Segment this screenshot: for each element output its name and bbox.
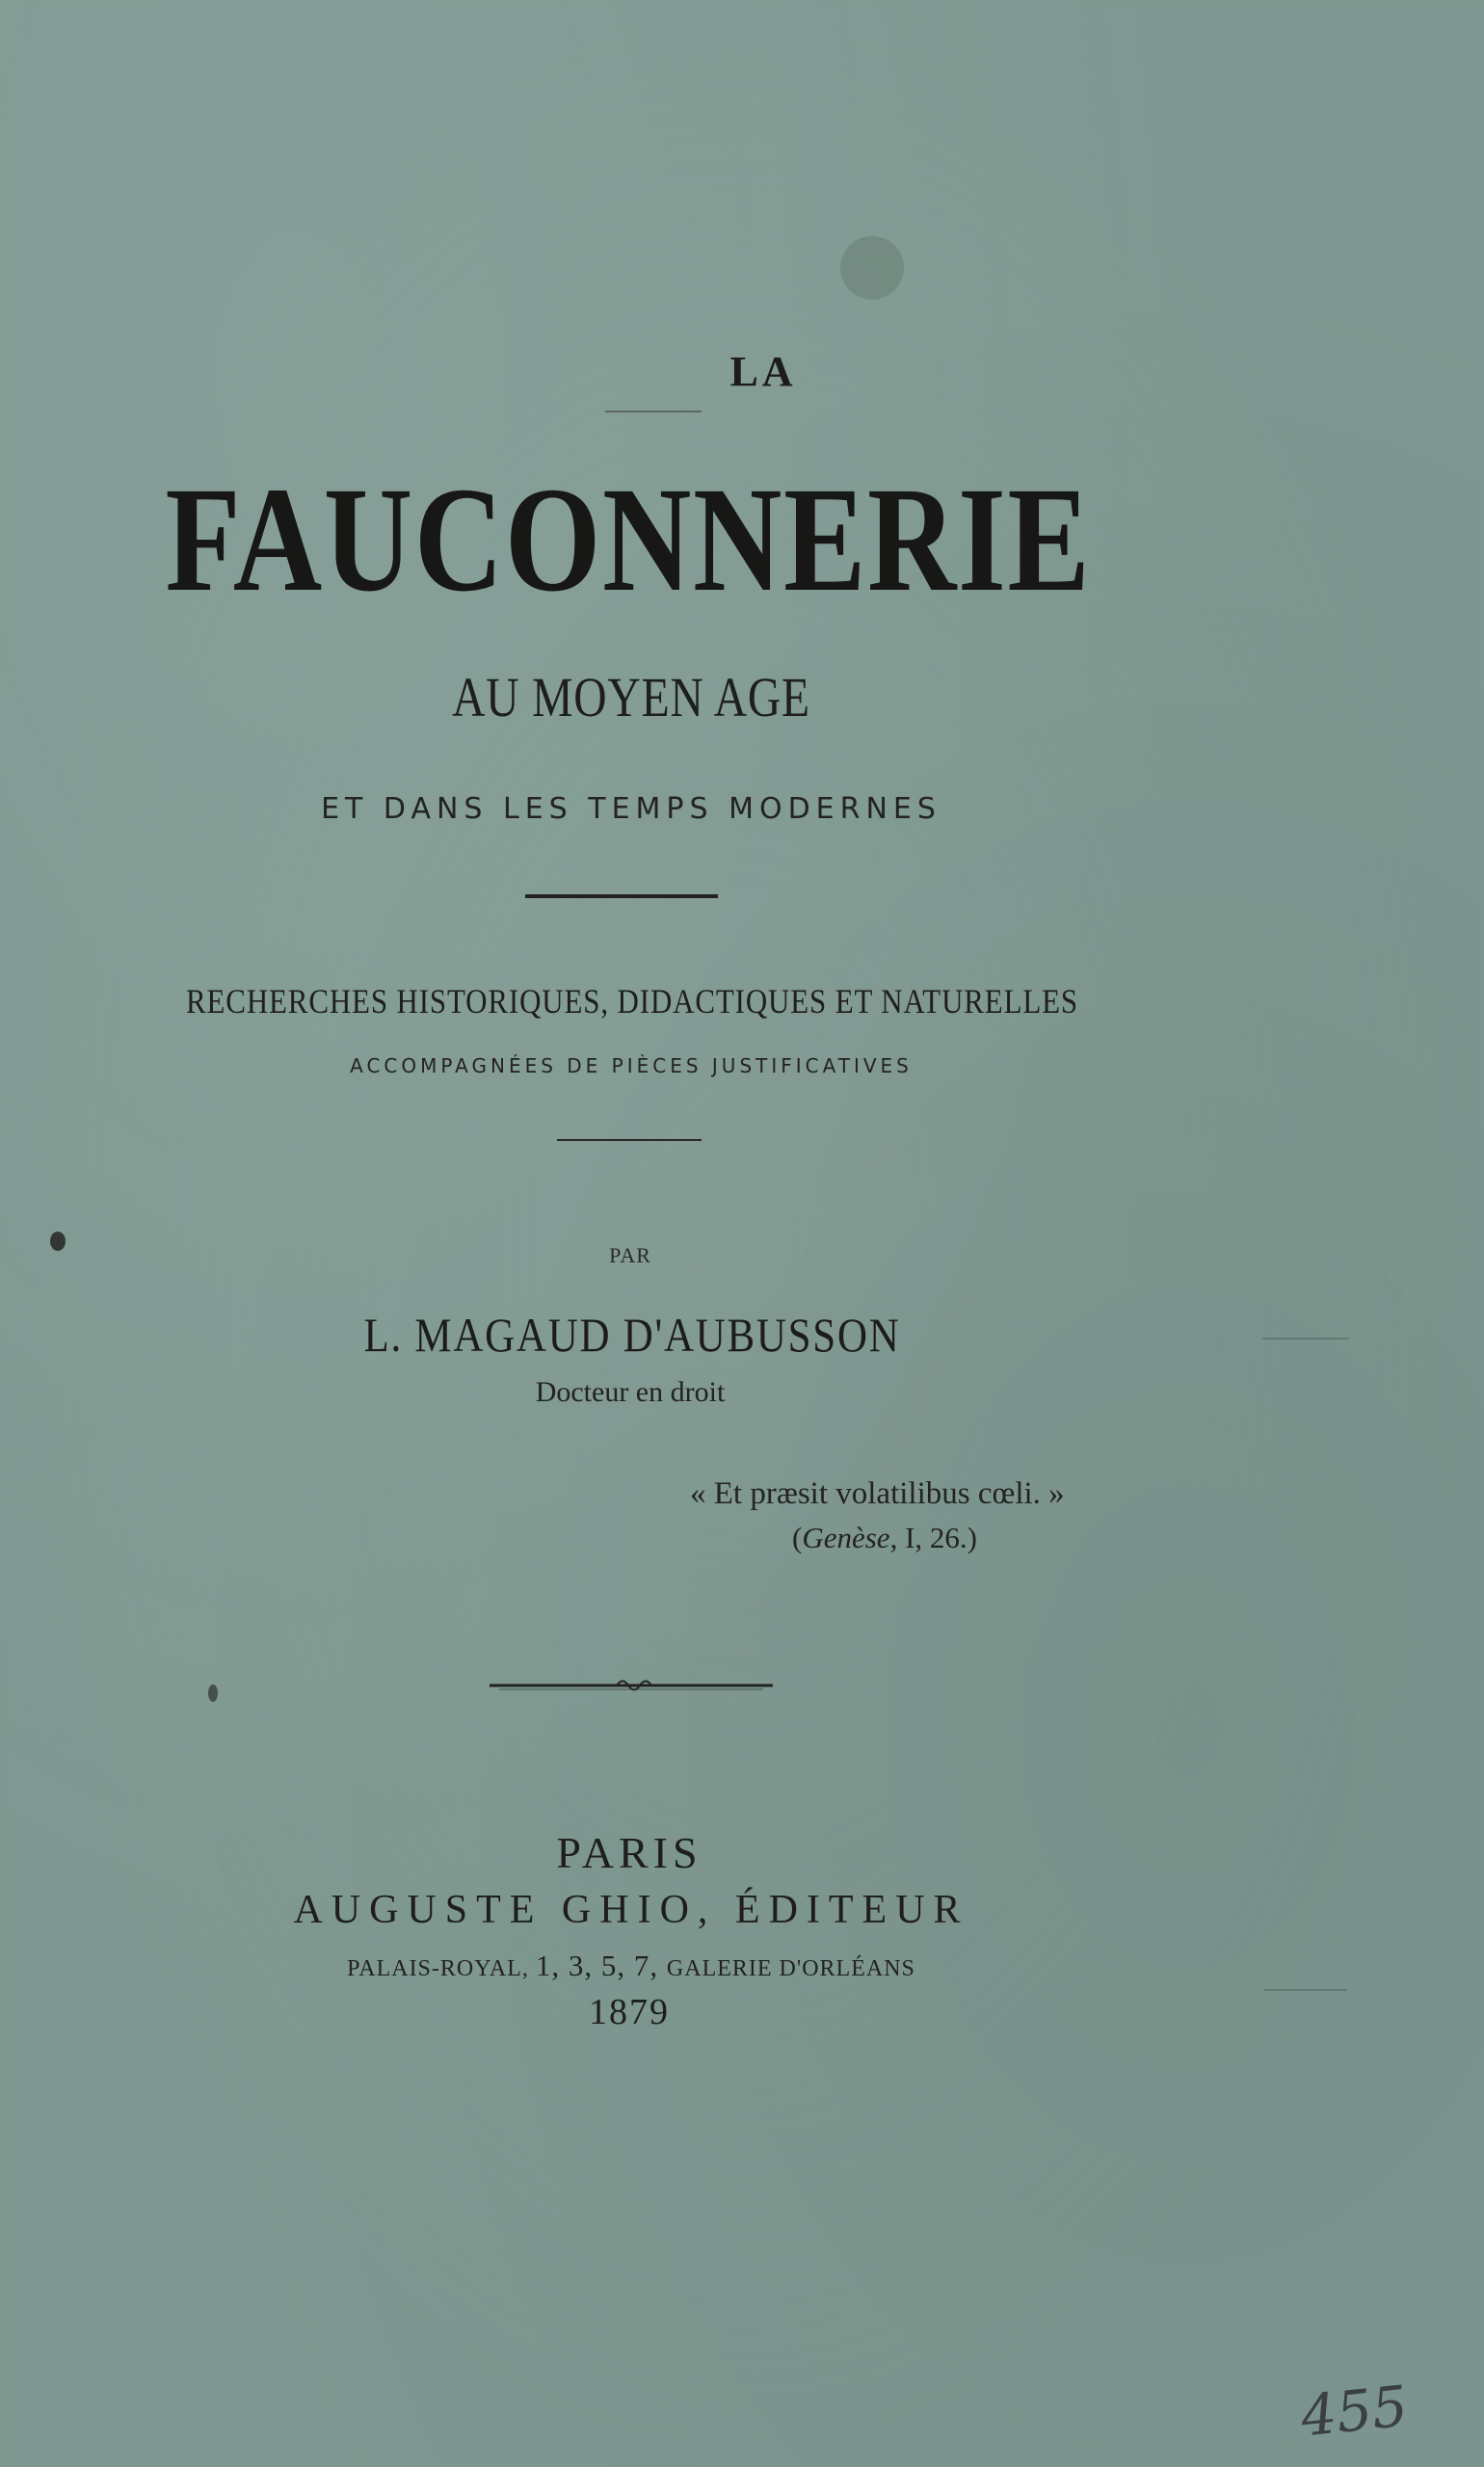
divider-rule-short [557, 1139, 702, 1141]
main-title: FAUCONNERIE [165, 456, 1092, 623]
subtitle-line-1: AU MOYEN AGE [452, 666, 810, 729]
epigraph-source-ref: , I, 26.) [889, 1521, 977, 1554]
title-article-underline [605, 411, 702, 412]
divider-rule [525, 894, 718, 898]
address-numbers: 1, 3, 5, 7, [535, 1949, 667, 1982]
author-name: L. MAGAUD D'AUBUSSON [363, 1308, 901, 1362]
publication-city: PARIS [556, 1828, 702, 1877]
ornamental-divider [490, 1671, 773, 1700]
epigraph: « Et præsit volatilibus cœli. » [690, 1476, 1065, 1511]
publisher-name: AUGUSTE GHIO, ÉDITEUR [293, 1888, 969, 1932]
handwritten-shelfmark: 455 [1297, 2373, 1411, 2450]
subtitle-line-2: ET DANS LES TEMPS MODERNES [321, 792, 941, 826]
publisher-address [0, 1949, 1262, 1983]
paper-stain [840, 236, 904, 300]
pencil-mark [1264, 1989, 1347, 1991]
epigraph-source [792, 1521, 977, 1555]
by-label: PAR [609, 1243, 651, 1267]
pencil-mark [1262, 1338, 1349, 1340]
ink-spot [208, 1684, 218, 1702]
description-line-1: RECHERCHES HISTORIQUES, DIDACTIQUES ET NATURELLES [186, 982, 1078, 1021]
epigraph-source-title: Genèse [802, 1521, 890, 1554]
title-article: LA [729, 348, 797, 395]
description-line-2: ACCOMPAGNÉES DE PIÈCES JUSTIFICATIVES [350, 1054, 913, 1077]
address-part-1: PALAIS-ROYAL, [347, 1956, 536, 1981]
address-part-2: GALERIE D'ORLÉANS [666, 1956, 915, 1981]
epigraph-source-open: ( [792, 1521, 803, 1554]
publication-year: 1879 [589, 1992, 670, 2032]
author-title: Docteur en droit [535, 1376, 726, 1408]
